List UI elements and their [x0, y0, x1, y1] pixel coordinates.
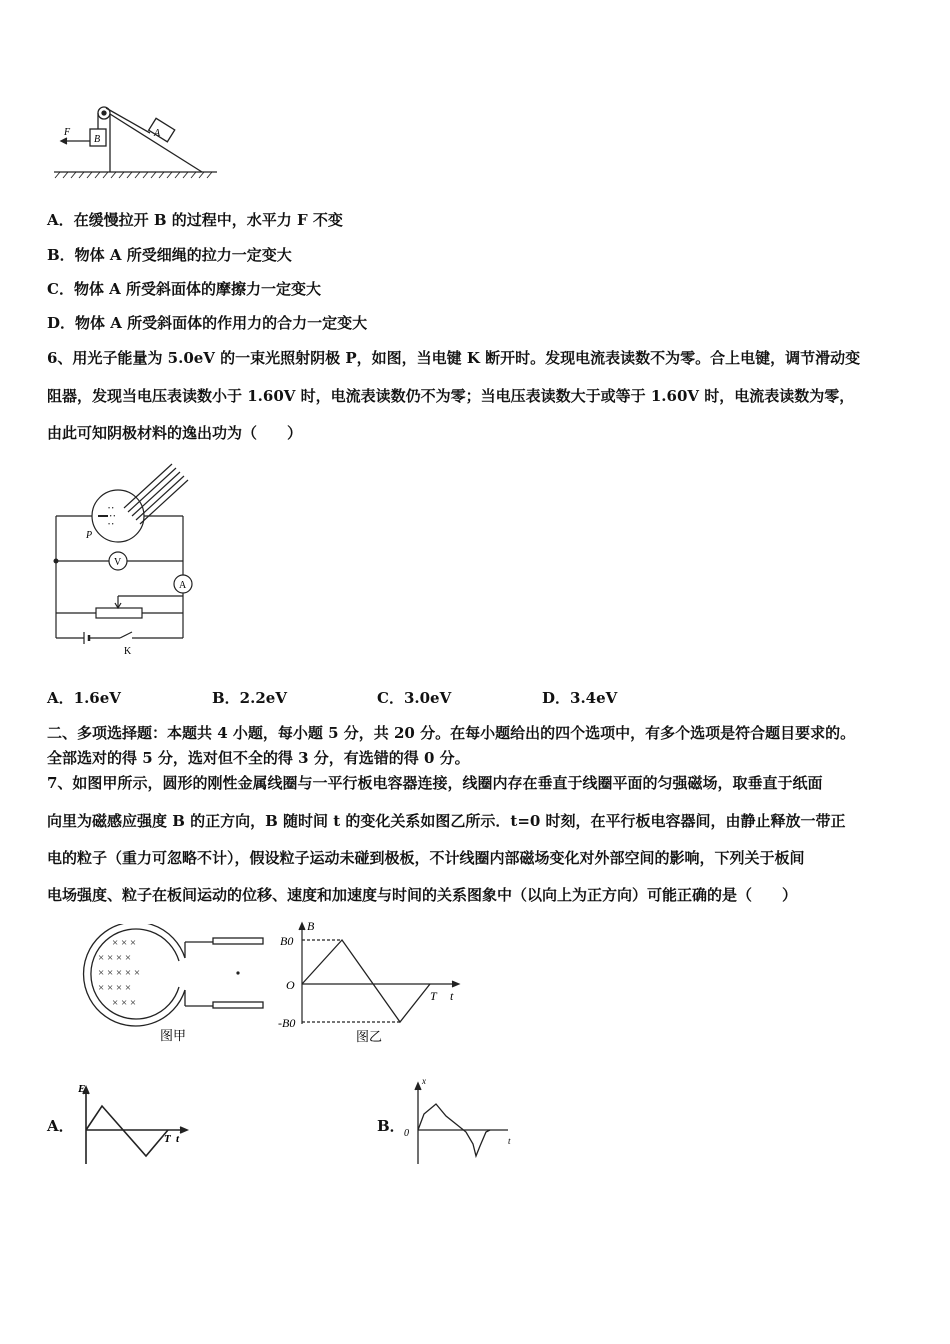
q7-line-4: 电场强度、粒子在板间运动的位移、速度和加速度与时间的关系图象中（以向上为正方向）可能正确的是（ ）	[47, 886, 798, 904]
option-a-period: T	[164, 1133, 171, 1145]
q7-line-1: 7、如图甲所示，圆形的刚性金属线圈与一平行板电容器连接，线圈内存在垂直于线圈平面的匀强磁场，取垂直于纸面	[47, 774, 823, 792]
fig-yi-period: T	[430, 989, 437, 1003]
q6-line-3: 由此可知阴极材料的逸出功为（ ）	[47, 424, 303, 442]
q6-option-c: C．3.0eV	[377, 689, 452, 707]
q6-line-2: 阻器，发现当电压表读数小于 1.60V 时，电流表读数仍不为零；当电压表读数大于或等于 1.60V 时，电流表读数为零，	[47, 387, 855, 405]
q5-option-d: D．物体 A 所受斜面体的作用力的合力一定变大	[47, 314, 368, 332]
q7-line-2: 向里为磁感应强度 B 的正方向，B 随时间 t 的变化关系如图乙所示．t=0 时刻，在平行板电容器间，由静止释放一带正	[47, 812, 846, 830]
force-label: F	[64, 127, 71, 138]
svg-text:× × ×: × × ×	[112, 997, 137, 1009]
svg-text:× × × ×: × × × ×	[98, 982, 132, 994]
fig-yi-origin: O	[286, 978, 295, 992]
q7-option-b-label: B．	[377, 1117, 405, 1135]
svg-text:× × × ×: × × × ×	[98, 952, 132, 964]
q6-option-b: B．2.2eV	[212, 689, 287, 707]
option-b-origin: 0	[404, 1128, 409, 1139]
cathode-label: P	[86, 530, 93, 541]
ammeter-label: A	[179, 580, 187, 591]
photoelectric-circuit	[46, 458, 206, 660]
option-b-y-label: x	[422, 1076, 426, 1086]
coil-capacitor-figure	[78, 924, 273, 1046]
q5-option-a: A．在缓慢拉开 B 的过程中，水平力 F 不变	[47, 211, 343, 229]
option-b-x-label: t	[508, 1136, 511, 1146]
incline-figure	[52, 96, 222, 181]
svg-text:× × × × ×: × × × × ×	[98, 967, 141, 979]
q5-option-c: C．物体 A 所受斜面体的摩擦力一定变大	[47, 280, 322, 298]
block-a-label: A	[154, 128, 161, 139]
fig-yi-y-label: B	[307, 919, 315, 933]
q7-option-a-label: A．	[47, 1117, 74, 1135]
q5-option-b: B．物体 A 所受细绳的拉力一定变大	[47, 246, 292, 264]
q7-line-3: 电的粒子（重力可忽略不计），假设粒子运动未碰到极板，不计线圈内部磁场变化对外部空间的影响，下列关于板间	[47, 849, 805, 867]
fig-yi-caption: 图乙	[356, 1029, 383, 1044]
svg-text:• • •: • • •	[106, 514, 116, 520]
section2-line-1: 二、多项选择题：本题共 4 小题，每小题 5 分，共 20 分。在每小题给出的四个选项中，有多个选项是符合题目要求的。	[47, 724, 856, 742]
section2-line-2: 全部选对的得 5 分，选对但不全的得 3 分，有选错的得 0 分。	[47, 749, 470, 767]
option-a-y-label: E	[78, 1083, 86, 1095]
fig-yi-x-label: t	[450, 989, 454, 1003]
fig-jia-caption: 图甲	[160, 1028, 187, 1043]
svg-text:• •: • •	[108, 522, 114, 528]
q6-option-d: D．3.4eV	[542, 689, 618, 707]
option-a-x-label: t	[176, 1133, 180, 1145]
voltmeter-label: V	[114, 557, 122, 568]
fig-yi-neg-label: -B0	[278, 1016, 296, 1030]
svg-text:• •: • •	[108, 506, 114, 512]
switch-label: K	[124, 646, 132, 657]
q6-option-a: A．1.6eV	[47, 689, 121, 707]
block-b-label: B	[94, 134, 101, 145]
option-a-e-graph	[78, 1080, 193, 1168]
b-t-graph	[278, 914, 473, 1048]
option-b-x-graph	[398, 1074, 523, 1166]
fig-yi-pos-label: B0	[280, 934, 294, 948]
svg-text:× × ×: × × ×	[112, 937, 137, 949]
q6-line-1: 6、用光子能量为 5.0eV 的一束光照射阴极 P，如图，当电键 K 断开时。发现电流表读数不为零。合上电键，调节滑动变	[47, 349, 861, 367]
